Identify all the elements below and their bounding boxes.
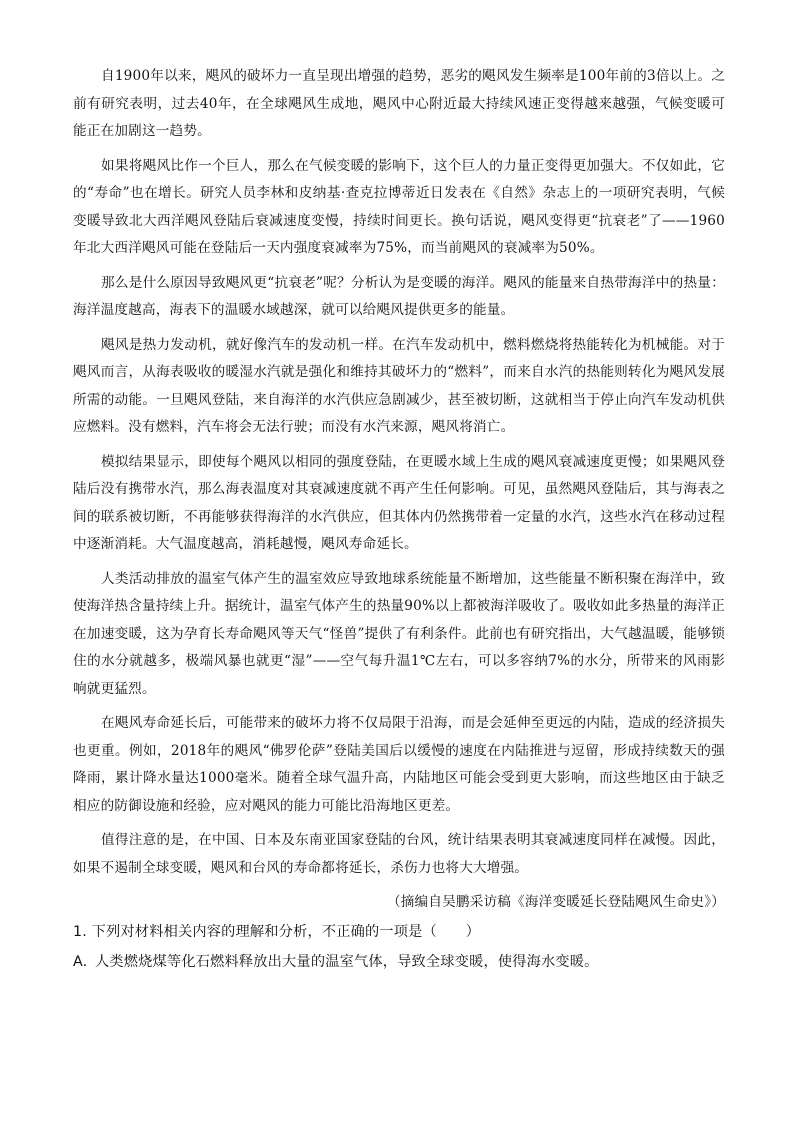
exam-page <box>73 63 725 977</box>
passage-paragraph-8: 值得注意的是，在中国、日本及东南亚国家登陆的台风，统计结果表明其衰减速度同样在减慢。因此，如果不遏制全球变暖，飓风和台风的寿命都将延长，杀伤力也将大大增强。 <box>73 832 725 876</box>
passage-paragraph-1: 自1900年以来，飓风的破坏力一直呈现出增强的趋势，恶劣的飓风发生频率是100年前的3倍以上。之前有研究表明，过去40年，在全球飓风生成地，飓风中心附近最大持续风速正变得越来越强，气候变暖可能正在加剧这一趋势。 <box>73 68 725 139</box>
passage-paragraph-2: 如果将飓风比作一个巨人，那么在气候变暖的影响下，这个巨人的力量正变得更加强大。不仅如此，它的“寿命”也在增长。研究人员李林和皮纳基·查克拉博蒂近日发表在《自然》杂志上的一项研究表明，气候变暖导致北大西洋飓风登陆后衰减速度变慢，持续时间更长。换句话说，飓风变得更“抗衰老”了——1960年北大西洋飓风可能在登陆后一天内强度衰减率为75%，而当前飓风的衰减率为50%。 <box>73 157 725 256</box>
passage-paragraph-4: 飓风是热力发动机，就好像汽车的发动机一样。在汽车发动机中，燃料燃烧将热能转化为机械能。对于飓风而言，从海表吸收的暖湿水汽就是强化和维持其破坏力的“燃料”，而来自水汽的热能则转化为飓风发展所需的动能。一旦飓风登陆，来自海洋的水汽供应急剧减少，甚至被切断，这就相当于停止向汽车发动机供应燃料。没有燃料，汽车将会无法行驶；而没有水汽来源，飓风将消亡。 <box>73 336 725 435</box>
question-stem: 1. 下列对材料相关内容的理解和分析，不正确的一项是（ ） <box>73 924 481 940</box>
passage-paragraph-3: 那么是什么原因导致飓风更“抗衰老”呢？分析认为是变暖的海洋。飓风的能量来自热带海洋中的热量：海洋温度越高，海表下的温暖水域越深，就可以给飓风提供更多的能量。 <box>73 274 725 318</box>
passage-paragraph-7: 在飓风寿命延长后，可能带来的破坏力将不仅局限于沿海，而是会延伸至更远的内陆，造成的经济损失也更重。例如，2018年的飓风“佛罗伦萨”登陆美国后以缓慢的速度在内陆推进与逗留，形成持续数天的强降雨，累计降水量达1000毫米。随着全球气温升高，内陆地区可能会受到更大影响，而这些地区由于缺乏相应的防御设施和经验，应对飓风的能力可能比沿海地区更差。 <box>73 715 725 814</box>
passage-paragraph-6: 人类活动排放的温室气体产生的温室效应导致地球系统能量不断增加，这些能量不断积聚在海洋中，致使海洋热含量持续上升。据统计，温室气体产生的热量90%以上都被海洋吸收了。吸收如此多热量的海洋正在加速变暖，这为孕育长寿命飓风等天气“怪兽”提供了有利条件。此前也有研究指出，大气越温暖，能够锁住的水分就越多，极端风暴也就更“湿”——空气每升温1℃左右，可以多容纳7%的水分，所带来的风雨影响就更猛烈。 <box>73 570 725 697</box>
option-letter: A. <box>73 954 88 970</box>
passage-source: （摘编自吴鹏采访稿《海洋变暖延长登陆飓风生命史》） <box>386 894 725 910</box>
passage-paragraph-5: 模拟结果显示，即使每个飓风以相同的强度登陆，在更暖水域上生成的飓风衰减速度更慢；如果飓风登陆后没有携带水汽，那么海表温度对其衰减速度就不再产生任何影响。可见，虽然飓风登陆后，其与海表之间的联系被切断，不再能够获得海洋的水汽供应，但其体内仍然携带着一定量的水汽，这些水汽在移动过程中逐渐消耗。大气温度越高，消耗越慢，飓风寿命延长。 <box>73 453 725 552</box>
option-text: 人类燃烧煤等化石燃料释放出大量的温室气体，导致全球变暖，使得海水变暖。 <box>95 954 599 970</box>
question-option-a <box>73 947 725 977</box>
reading-passage <box>73 63 725 882</box>
